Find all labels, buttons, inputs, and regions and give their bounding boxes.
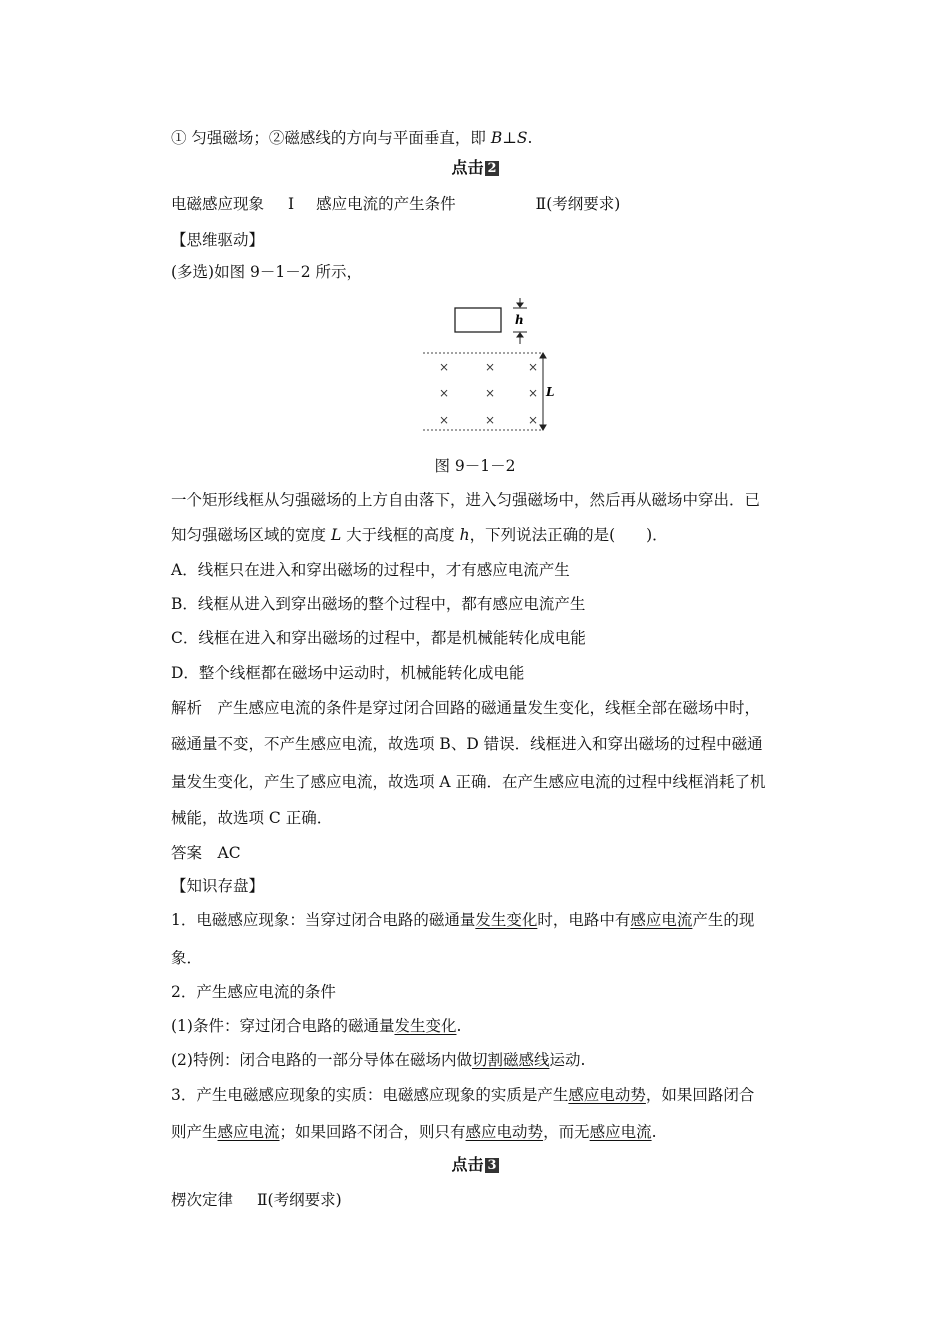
section-number-badge: 3 [487,1158,497,1173]
svg-text:×: × [528,413,539,427]
svg-text:×: × [439,386,450,400]
knowledge-1-line2: 象． [171,949,203,967]
knowledge-3-line2: 则产生感应电流；如果回路不闭合，则只有感应电动势，而无感应电流. [171,1123,657,1141]
question-intro: (多选)如图 9－1－2 所示， [171,263,363,281]
option-d: D．整个线框都在磁场中运动时，机械能转化成电能 [171,664,525,682]
figure-caption: 图 9－1－2 [434,457,516,475]
svg-text:×: × [485,360,496,374]
rectangular-coil [455,308,501,332]
topic-line-3: 楞次定律 Ⅱ(考纲要求) [171,1191,342,1209]
option-b: B．线框从进入到穿出磁场的整个过程中，都有感应电流产生 [171,595,586,613]
section-header-2: 点击 2 [451,158,497,177]
heading-zhishi: 【知识存盘】 [171,877,265,895]
knowledge-1-line1: 1．电磁感应现象：当穿过闭合电路的磁通量发生变化时，电路中有感应电流产生的现 [171,911,755,929]
section-header-3: 点击 3 [451,1155,497,1174]
magnetic-field-crosses [439,360,538,427]
label-L: L [546,385,555,399]
analysis-line4: 械能，故选项 C 正确． [171,809,333,827]
svg-text:×: × [439,413,450,427]
analysis-line3: 量发生变化，产生了感应电流，故选项 A 正确．在产生感应电流的过程中线框消耗了机 [171,773,766,791]
knowledge-3-line1: 3．产生电磁感应现象的实质：电磁感应现象的实质是产生感应电动势，如果回路闭合 [171,1086,755,1104]
knowledge-2-1: (1)条件：穿过闭合电路的磁通量发生变化. [171,1017,462,1035]
svg-text:×: × [528,360,539,374]
analysis-line2: 磁通量不变，不产生感应电流，故选项 B、D 错误．线框进入和穿出磁场的过程中磁通 [171,735,763,753]
svg-text:×: × [485,386,496,400]
knowledge-2: 2．产生感应电流的条件 [171,983,336,1001]
section-number-badge: 2 [487,161,497,176]
analysis-line1: 解析 产生感应电流的条件是穿过闭合回路的磁通量发生变化，线框全部在磁场中时， [171,699,761,717]
figure-9-1-2 [415,296,565,438]
question-text-line2: 知匀强磁场区域的宽度 L 大于线框的高度 h，下列说法正确的是( )． [171,526,668,544]
question-text-line1: 一个矩形线框从匀强磁场的上方自由落下，进入匀强磁场中，然后再从磁场中穿出．已 [171,491,761,509]
knowledge-2-2: (2)特例：闭合电路的一部分导体在磁场内做切割磁感线运动. [171,1051,586,1069]
label-h: h [515,313,524,327]
option-a: A．线框只在进入和穿出磁场的过程中，才有感应电流产生 [171,561,570,579]
svg-text:×: × [439,360,450,374]
intro-conditions-line: ① 匀强磁场；②磁感线的方向与平面垂直，即 B⊥S. [171,129,533,147]
topic-line-2: 电磁感应现象 Ⅰ 感应电流的产生条件 Ⅱ(考纲要求) [171,195,621,213]
svg-text:×: × [485,413,496,427]
answer: 答案 AC [171,844,241,862]
heading-siwei: 【思维驱动】 [171,231,265,249]
svg-text:×: × [528,386,539,400]
option-c: C．线框在进入和穿出磁场的过程中，都是机械能转化成电能 [171,629,586,647]
